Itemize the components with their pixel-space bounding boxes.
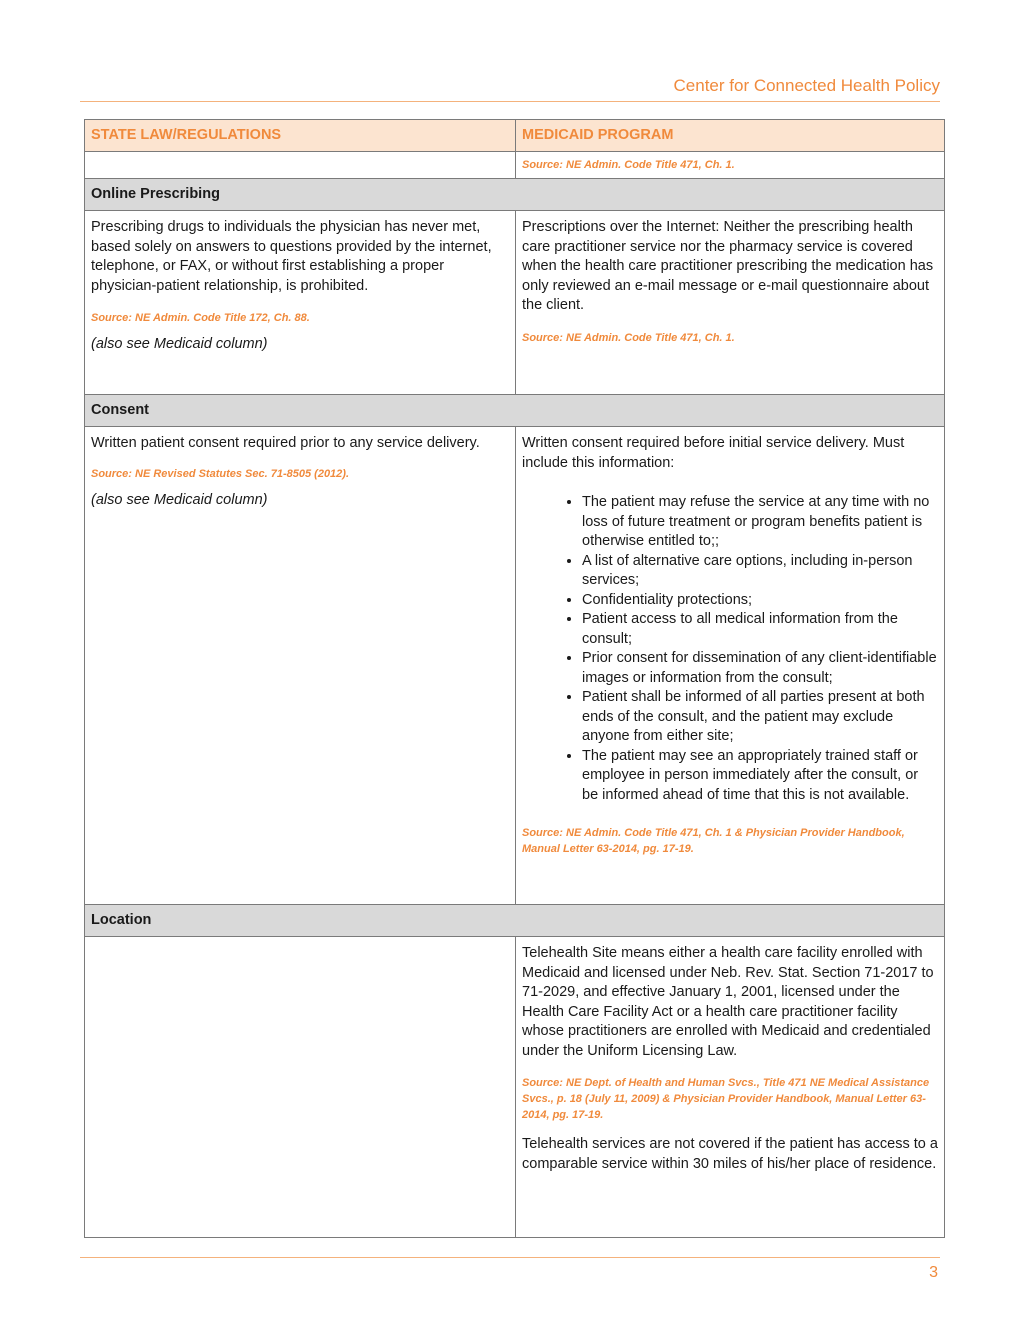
table-header-row [85, 120, 945, 152]
col-right-header: MEDICAID PROGRAM [516, 120, 945, 152]
online-prescribing-right-source: Source: NE Admin. Code Title 471, Ch. 1. [522, 331, 735, 344]
list-item: • Prior consent for dissemination of any client-identifiable images or information from the consult; [582, 649, 938, 688]
policy-table [84, 119, 945, 1238]
list-item: • A list of alternative care options, including in-person services; [582, 552, 938, 591]
online-prescribing-row [85, 211, 945, 395]
consent-right-intro: Written consent required before initial service delivery. Must include this information: [522, 435, 905, 471]
online-prescribing-left [85, 211, 516, 395]
online-prescribing-right [516, 211, 945, 395]
location-left-empty-cell [85, 937, 516, 1238]
consent-left-text: Written patient consent required prior to any service delivery. [91, 435, 480, 451]
footer-rule [80, 1257, 940, 1258]
consent-right [516, 427, 945, 905]
consent-left-note: (also see Medicaid column) [91, 491, 268, 508]
top-right-cell [516, 152, 945, 179]
location-right-text: Telehealth Site means either a health care facility enrolled with Medicaid and licensed under Neb. Rev. Stat. Section 71-2017 to 71-2029, and effective January 1, 2001, licensed under the Health Care Facility Act or a health care practitioner facility whose practitioners are enrolled with Medicaid and credentialed under the Uniform Licensing Law. [522, 945, 934, 1059]
list-item: • Patient shall be informed of all parties present at both ends of the consult, and the patient may exclude anyone from either site; [582, 688, 938, 747]
top-left-empty-cell [85, 152, 516, 179]
consent-bullet-list [522, 493, 938, 805]
consent-left-source: Source: NE Revised Statutes Sec. 71-8505 (2012). [91, 467, 350, 480]
list-item: • The patient may see an appropriately trained staff or employee in person immediately after the consult, or be informed ahead of time that this is not available. [582, 747, 938, 806]
list-item: • Patient access to all medical information from the consult; [582, 610, 938, 649]
list-item: • Confidentiality protections; [582, 591, 938, 611]
online-prescribing-right-text: Prescriptions over the Internet: Neither the prescribing health care practitioner service nor the pharmacy service is covered when the health care practitioner prescribing the medication has only reviewed an e-mail message or e-mail questionnaire about the client. [522, 219, 934, 313]
section-title-online-prescribing: Online Prescribing [85, 179, 945, 211]
consent-right-source: Source: NE Admin. Code Title 471, Ch. 1 & Physician Provider Handbook, Manual Letter 63-2014, pg. 17-19. [522, 827, 905, 855]
online-prescribing-left-text: Prescribing drugs to individuals the physician has never met, based solely on answers to questions provided by the internet, telephone, or FAX, or without first establishing a proper physician-patient relationship, is prohibited. [91, 219, 492, 294]
location-row [85, 937, 945, 1238]
section-title-consent: Consent [85, 395, 945, 427]
section-online-prescribing [85, 179, 945, 211]
location-right-source: Source: NE Dept. of Health and Human Svcs., Title 471 NE Medical Assistance Svcs., p. 18 (July 11, 2009) & Physician Provider Handbook, Manual Letter 63-2014, pg. 17-19. [522, 1077, 930, 1121]
section-location [85, 905, 945, 937]
header-rule [80, 101, 940, 102]
page-number: 3 [929, 1264, 938, 1281]
online-prescribing-left-source: Source: NE Admin. Code Title 172, Ch. 88. [91, 312, 310, 324]
top-source-row [85, 152, 945, 179]
location-right [516, 937, 945, 1238]
location-right-text2: Telehealth services are not covered if the patient has access to a comparable service within 30 miles of his/her place of residence. [522, 1136, 938, 1172]
online-prescribing-left-note: (also see Medicaid column) [91, 336, 268, 352]
col-left-header: STATE LAW/REGULATIONS [85, 120, 516, 152]
top-right-source: Source: NE Admin. Code Title 471, Ch. 1. [522, 159, 735, 172]
section-title-location: Location [85, 905, 945, 937]
consent-left [85, 427, 516, 905]
consent-row [85, 427, 945, 905]
section-consent [85, 395, 945, 427]
list-item: • The patient may refuse the service at any time with no loss of future treatment or program benefits patient is otherwise entitled to;; [582, 493, 938, 552]
header-title: Center for Connected Health Policy [673, 76, 940, 95]
